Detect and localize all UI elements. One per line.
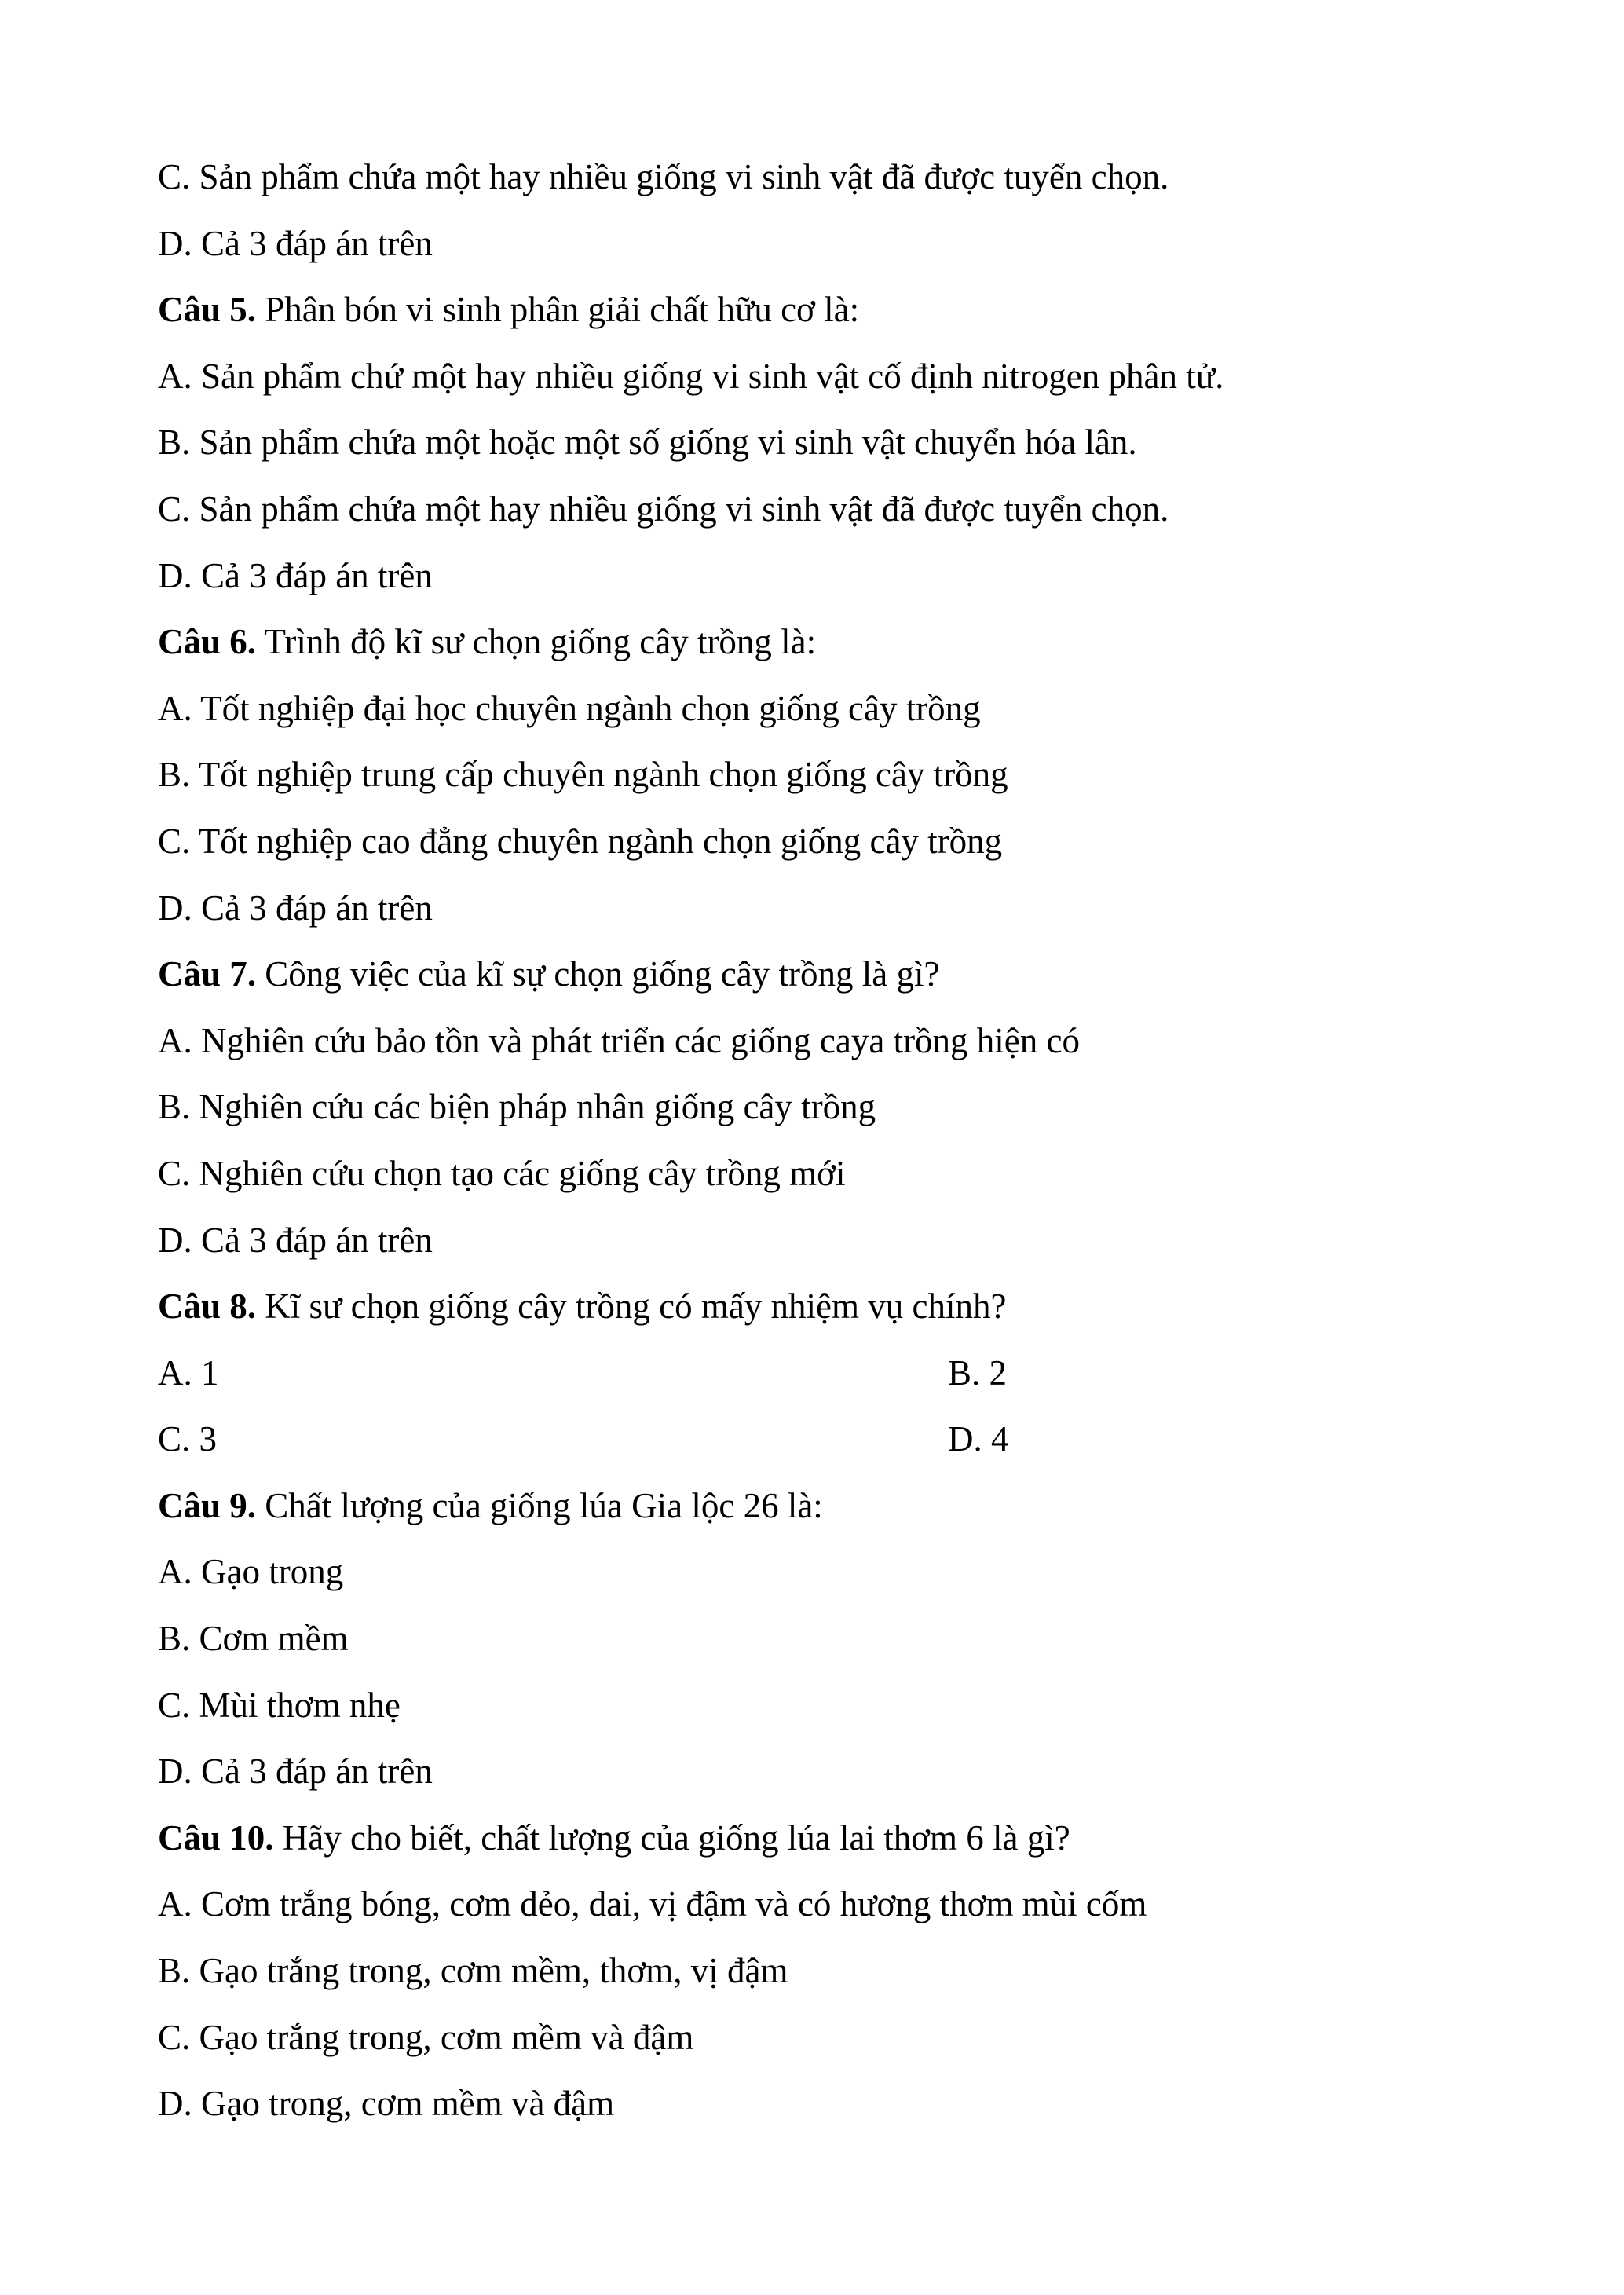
question-number: Câu 7. <box>158 954 257 994</box>
option-line: C. Tốt nghiệp cao đẳng chuyên ngành chọn giống cây trồng <box>158 821 1003 861</box>
option-line: C. Sản phẩm chứa một hay nhiều giống vi sinh vật đã được tuyển chọn. <box>158 157 1169 196</box>
question-text: Chất lượng của giống lúa Gia lộc 26 là: <box>265 1485 823 1525</box>
option-line: B. Tốt nghiệp trung cấp chuyên ngành chọn giống cây trồng <box>158 755 1008 795</box>
question-title <box>158 276 1624 343</box>
question-number: Câu 10. <box>158 1817 274 1858</box>
question-number: Câu 6. <box>158 622 257 662</box>
option-line: B. Nghiên cứu các biện pháp nhân giống cây trồng <box>158 1087 876 1127</box>
option-line: D. Gạo trong, cơm mềm và đậm <box>158 2084 615 2124</box>
question-title <box>158 941 1624 1008</box>
option-line: A. Gạo trong <box>158 1552 344 1592</box>
option-line: A. Sản phẩm chứ một hay nhiều giống vi sinh vật cố định nitrogen phân tử. <box>158 356 1224 396</box>
option-line: B. Sản phẩm chứa một hoặc một số giống vi sinh vật chuyển hóa lân. <box>158 423 1137 463</box>
option-cell: D. 4 <box>948 1419 1009 1459</box>
option-cell: A. 1 <box>158 1352 219 1393</box>
option-line: D. Cả 3 đáp án trên <box>158 555 433 595</box>
option-cell: C. 3 <box>158 1419 218 1459</box>
option-line: B. Gạo trắng trong, cơm mềm, thơm, vị đậm <box>158 1951 788 1991</box>
question-title <box>158 1473 1624 1539</box>
question-text: Trình độ kĩ sư chọn giống cây trồng là: <box>264 622 817 662</box>
question-text: Hãy cho biết, chất lượng của giống lúa lai thơm 6 là gì? <box>282 1817 1070 1858</box>
option-line: C. Sản phẩm chứa một hay nhiều giống vi sinh vật đã được tuyển chọn. <box>158 489 1169 529</box>
question-title <box>158 1805 1624 1872</box>
option-line: C. Gạo trắng trong, cơm mềm và đậm <box>158 2017 694 2057</box>
option-line: D. Cả 3 đáp án trên <box>158 223 433 263</box>
option-cell: B. 2 <box>948 1352 1008 1393</box>
option-line: A. Tốt nghiệp đại học chuyên ngành chọn giống cây trồng <box>158 688 981 728</box>
option-row <box>158 1406 1624 1473</box>
option-line: A. Nghiên cứu bảo tồn và phát triển các giống caya trồng hiện có <box>158 1020 1080 1060</box>
option-line: C. Nghiên cứu chọn tạo các giống cây trồng mới <box>158 1153 846 1193</box>
option-line: C. Mùi thơm nhẹ <box>158 1685 401 1725</box>
question-text: Phân bón vi sinh phân giải chất hữu cơ là: <box>265 290 860 330</box>
question-number: Câu 8. <box>158 1287 257 1327</box>
option-line: A. Cơm trắng bóng, cơm dẻo, dai, vị đậm và có hương thơm mùi cốm <box>158 1884 1147 1924</box>
option-line: D. Cả 3 đáp án trên <box>158 1220 433 1260</box>
question-title <box>158 609 1624 675</box>
option-row <box>158 1340 1624 1407</box>
question-number: Câu 9. <box>158 1485 257 1525</box>
option-line: D. Cả 3 đáp án trên <box>158 1751 433 1792</box>
question-title <box>158 1273 1624 1340</box>
question-text: Kĩ sư chọn giống cây trồng có mấy nhiệm vụ chính? <box>265 1287 1007 1327</box>
question-number: Câu 5. <box>158 290 257 330</box>
option-line: D. Cả 3 đáp án trên <box>158 888 433 928</box>
option-line: B. Cơm mềm <box>158 1619 349 1659</box>
question-text: Công việc của kĩ sự chọn giống cây trồng là gì? <box>265 954 940 994</box>
